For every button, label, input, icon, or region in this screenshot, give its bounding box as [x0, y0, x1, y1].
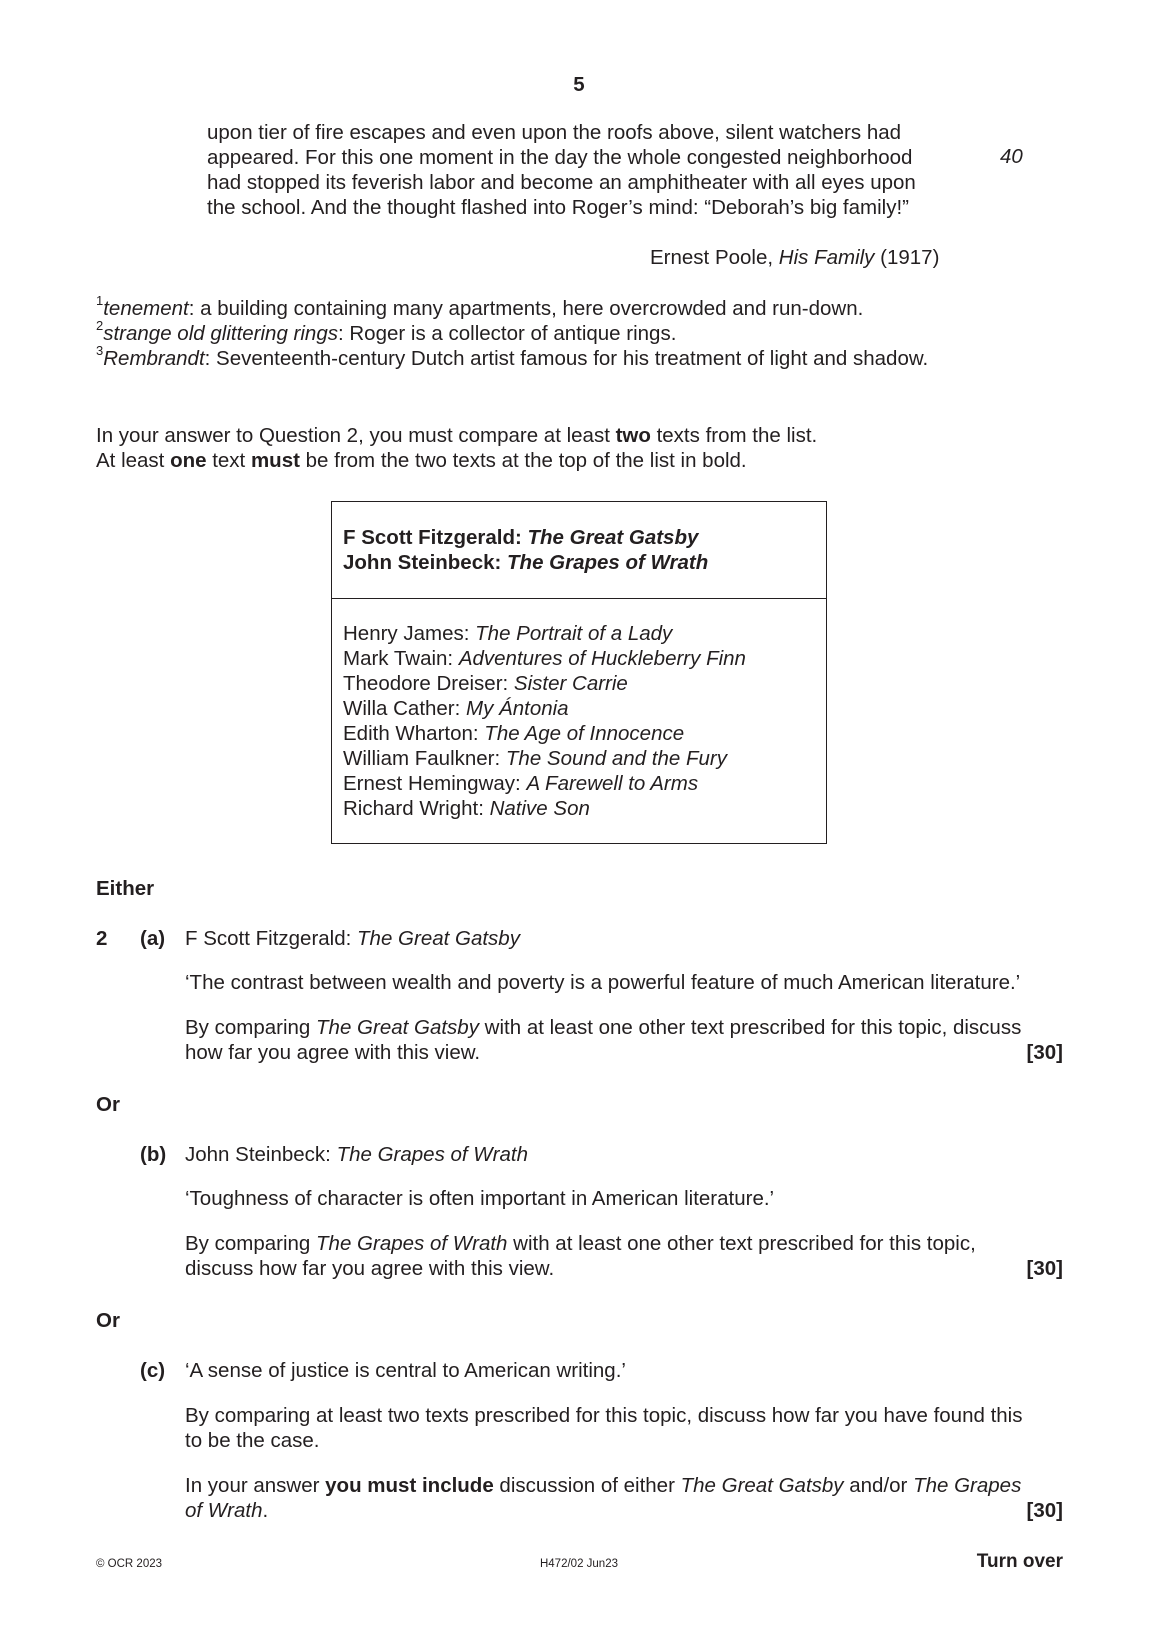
- req-emphasis: you must include: [325, 1474, 494, 1497]
- core-texts: [343, 525, 708, 575]
- text-author: John Steinbeck:: [343, 551, 508, 574]
- task-text: By comparing: [185, 1016, 317, 1039]
- req-title: The Great Gatsby: [680, 1474, 844, 1497]
- attribution-title: His Family: [778, 246, 875, 269]
- footnote-term: strange old glittering rings: [103, 322, 338, 345]
- part-c-task-cont: to be the case.: [185, 1429, 320, 1452]
- part-b-label: (b): [140, 1143, 167, 1166]
- text-author: Ernest Hemingway:: [343, 772, 527, 795]
- text-title: The Age of Innocence: [484, 722, 685, 745]
- text-entry: [343, 621, 746, 646]
- text-author: Henry James:: [343, 622, 476, 645]
- text-entry: [343, 646, 746, 671]
- text-entry: [343, 696, 746, 721]
- text-author: Mark Twain:: [343, 647, 459, 670]
- instruction-text: At least: [96, 449, 171, 472]
- footnote-term: Rembrandt: [103, 347, 205, 370]
- req-text: and/or: [843, 1474, 914, 1497]
- text-author: Theodore Dreiser:: [343, 672, 514, 695]
- footnote-definition: : a building containing many apartments, here overcrowded and run-down.: [188, 297, 864, 320]
- part-b-marks: [30]: [1026, 1257, 1063, 1280]
- line-number: 40: [1000, 145, 1023, 168]
- footnote: [96, 343, 1096, 371]
- text-title: My Ántonia: [466, 697, 569, 720]
- instruction-emphasis: one: [170, 449, 207, 472]
- instruction-text: text: [206, 449, 251, 472]
- text-title: The Portrait of a Lady: [475, 622, 673, 645]
- excerpt-line: had stopped its feverish labor and become an amphitheater with all eyes upon: [207, 171, 916, 194]
- text-title: Sister Carrie: [513, 672, 628, 695]
- excerpt-line: appeared. For this one moment in the day the whole congested neighborhood: [207, 146, 913, 169]
- footnote: [96, 293, 1096, 321]
- question-number: 2: [96, 927, 108, 950]
- part-c-label: (c): [140, 1359, 166, 1382]
- core-text-entry: [343, 550, 708, 575]
- page-number: 5: [573, 73, 585, 96]
- part-c-quote: ‘A sense of justice is central to American writing.’: [185, 1359, 626, 1382]
- task-text: By comparing: [185, 1232, 317, 1255]
- text-title: A Farewell to Arms: [526, 772, 699, 795]
- part-c-task: By comparing at least two texts prescribed for this topic, discuss how far you have found this: [185, 1404, 1023, 1427]
- or-label: Or: [96, 1309, 120, 1332]
- text-author: William Faulkner:: [343, 747, 506, 770]
- text-title: Native Son: [489, 797, 590, 820]
- instruction-text: In your answer to Question 2, you must compare at least: [96, 424, 616, 447]
- heading-title: The Grapes of Wrath: [336, 1143, 528, 1166]
- req-text: discussion of either: [493, 1474, 681, 1497]
- instruction-emphasis: must: [250, 449, 300, 472]
- text-entry: [343, 721, 746, 746]
- excerpt-line: the school. And the thought flashed into Roger’s mind: “Deborah’s big family!”: [207, 196, 909, 219]
- footnote: [96, 318, 1096, 346]
- excerpt-line: upon tier of fire escapes and even upon the roofs above, silent watchers had: [207, 121, 902, 144]
- part-b-quote: ‘Toughness of character is often important in American literature.’: [185, 1187, 775, 1210]
- footnote-term: tenement: [103, 297, 189, 320]
- instruction-text: be from the two texts at the top of the list in bold.: [299, 449, 747, 472]
- text-entry: [343, 771, 746, 796]
- attribution-year: (1917): [874, 246, 940, 269]
- part-c-marks: [30]: [1026, 1499, 1063, 1522]
- task-text: with at least one other text prescribed for this topic, discuss: [478, 1016, 1022, 1039]
- footnote-marker: 2: [96, 318, 104, 334]
- prescribed-texts-box: [331, 501, 827, 844]
- footnotes: [96, 293, 1096, 371]
- req-title: The Grapes: [913, 1474, 1022, 1497]
- core-text-entry: [343, 525, 708, 550]
- task-text: with at least one other text prescribed for this topic,: [507, 1232, 976, 1255]
- footnote-marker: 3: [96, 343, 104, 359]
- part-a-task-cont: how far you agree with this view.: [185, 1041, 481, 1064]
- part-b-task: [185, 1231, 1063, 1256]
- part-c-requirement: [185, 1473, 1063, 1498]
- attribution-author: Ernest Poole,: [650, 246, 779, 269]
- either-label: Either: [96, 877, 155, 900]
- req-title: of Wrath: [185, 1499, 263, 1522]
- text-author: Willa Cather:: [343, 697, 467, 720]
- or-label: Or: [96, 1093, 120, 1116]
- footnote-definition: : Seventeenth-century Dutch artist famous for his treatment of light and shadow.: [204, 347, 929, 370]
- footnote-definition: : Roger is a collector of antique rings.: [337, 322, 677, 345]
- attribution: [650, 245, 939, 270]
- text-title: The Great Gatsby: [527, 526, 699, 549]
- text-author: Edith Wharton:: [343, 722, 485, 745]
- heading-author: John Steinbeck:: [185, 1143, 337, 1166]
- other-texts: [343, 621, 746, 821]
- text-entry: [343, 746, 746, 771]
- instruction-emphasis: two: [615, 424, 651, 447]
- text-title: Adventures of Huckleberry Finn: [458, 647, 746, 670]
- instruction-line: [96, 448, 1096, 473]
- part-b-heading: [185, 1142, 1063, 1167]
- text-entry: [343, 796, 746, 821]
- heading-title: The Great Gatsby: [357, 927, 520, 950]
- req-text: .: [262, 1499, 269, 1522]
- turn-over-label: Turn over: [976, 1551, 1063, 1572]
- text-author: Richard Wright:: [343, 797, 490, 820]
- text-author: F Scott Fitzgerald:: [343, 526, 528, 549]
- instruction-line: [96, 423, 1096, 448]
- text-title: The Grapes of Wrath: [507, 551, 709, 574]
- part-c-requirement-cont: [185, 1498, 1063, 1523]
- task-title: The Grapes of Wrath: [316, 1232, 508, 1255]
- part-b-task-cont: discuss how far you agree with this view.: [185, 1257, 555, 1280]
- box-divider: [332, 598, 826, 599]
- instruction-text: texts from the list.: [650, 424, 818, 447]
- req-text: In your answer: [185, 1474, 326, 1497]
- footer-paper-code: H472/02 Jun23: [539, 1558, 618, 1570]
- part-a-marks: [30]: [1026, 1041, 1063, 1064]
- excerpt: [207, 120, 967, 220]
- part-a-task: [185, 1015, 1063, 1040]
- task-title: The Great Gatsby: [316, 1016, 479, 1039]
- part-a-heading: [185, 926, 1063, 951]
- instructions: [96, 423, 1096, 473]
- part-a-label: (a): [140, 927, 166, 950]
- footer-copyright: © OCR 2023: [96, 1558, 163, 1570]
- heading-author: F Scott Fitzgerald:: [185, 927, 358, 950]
- part-a-quote: ‘The contrast between wealth and poverty is a powerful feature of much American literature.’: [185, 971, 1021, 994]
- footnote-marker: 1: [96, 293, 104, 309]
- text-entry: [343, 671, 746, 696]
- text-title: The Sound and the Fury: [505, 747, 727, 770]
